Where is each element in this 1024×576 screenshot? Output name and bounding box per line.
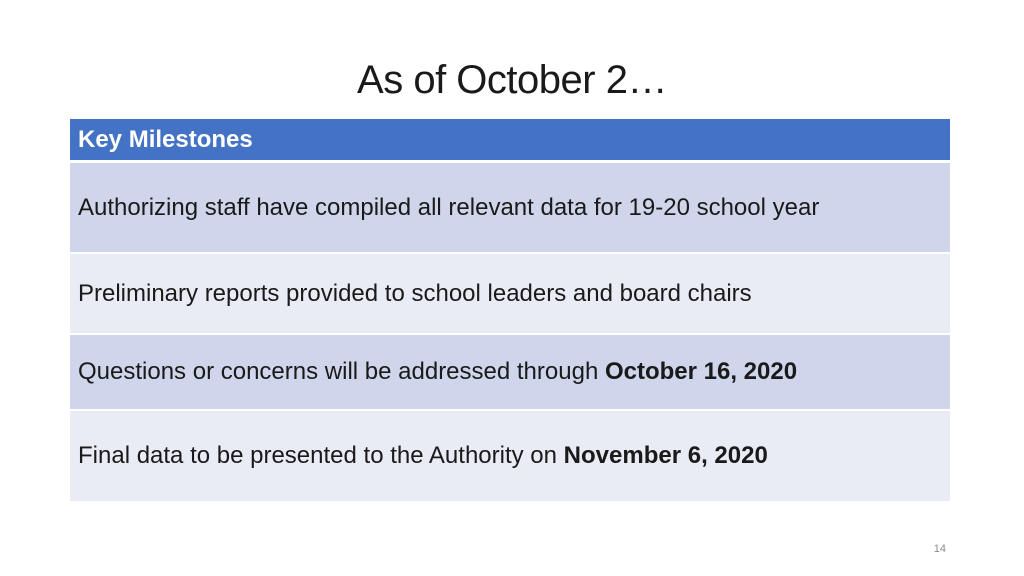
table-row	[70, 335, 950, 411]
page-number: 14	[933, 543, 946, 555]
table-header: Key Milestones	[70, 119, 950, 163]
row-date: October 16, 2020	[604, 358, 798, 385]
slide-title: As of October 2…	[357, 58, 667, 102]
row-text: Authorizing staff have compiled all relevant data for 19-20 school year	[78, 193, 820, 221]
table-row	[70, 411, 950, 503]
milestones-table	[70, 119, 950, 503]
row-text: Questions or concerns will be addressed through	[78, 358, 605, 385]
row-text: Preliminary reports provided to school leaders and board chairs	[78, 279, 752, 307]
table-row	[70, 163, 950, 254]
table-row	[70, 254, 950, 335]
row-date: November 6, 2020	[563, 442, 768, 469]
row-text: Final data to be presented to the Authority on	[78, 442, 564, 469]
